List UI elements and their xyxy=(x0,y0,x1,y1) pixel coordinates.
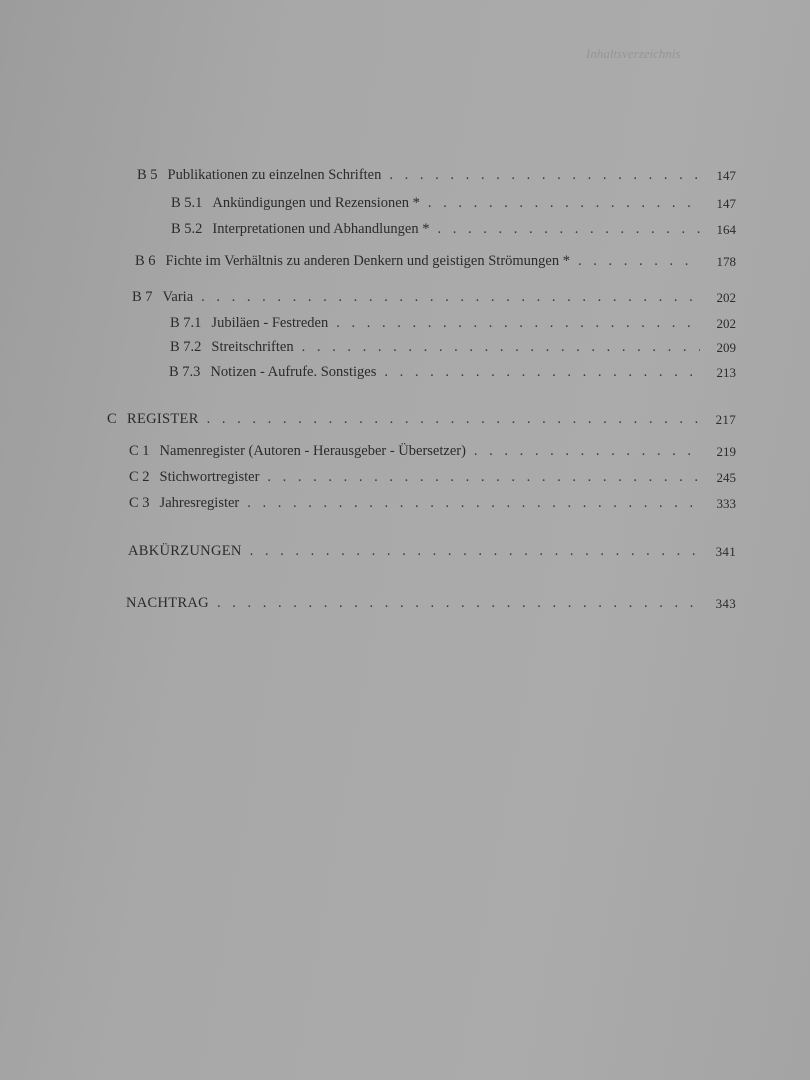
toc-entry xyxy=(129,438,736,460)
entry-code: C 1 xyxy=(129,443,150,459)
entry-page: 147 xyxy=(716,196,736,211)
entry-code: B 5.2 xyxy=(171,221,203,237)
entry-page: 178 xyxy=(716,254,736,269)
entry-code: B 5 xyxy=(137,167,158,183)
toc-entry xyxy=(170,310,736,332)
leader-dots xyxy=(384,364,700,381)
toc-entry xyxy=(116,590,736,612)
entry-title: NACHTRAG xyxy=(126,595,209,611)
entry-title: Varia xyxy=(162,289,194,305)
entry-code: B 5.1 xyxy=(171,195,203,211)
entry-code: B 7 xyxy=(132,289,153,305)
entry-page: 333 xyxy=(716,496,736,511)
entry-title: Jubiläen - Festreden xyxy=(211,315,329,331)
leader-dots xyxy=(201,289,700,306)
leader-dots xyxy=(474,443,700,460)
leader-dots xyxy=(217,595,700,612)
entry-page: 219 xyxy=(716,444,736,459)
entry-page: 209 xyxy=(716,340,736,355)
entry-page: 164 xyxy=(716,222,736,237)
leader-dots xyxy=(437,221,700,238)
toc-entry xyxy=(170,334,736,356)
toc-entry xyxy=(171,190,736,212)
toc-entry xyxy=(171,216,736,238)
entry-page: 245 xyxy=(716,470,736,485)
entry-page: 341 xyxy=(715,544,736,559)
leader-dots xyxy=(389,167,700,184)
toc-entry xyxy=(169,359,736,381)
entry-page: 213 xyxy=(716,365,736,380)
toc-entry xyxy=(129,490,736,512)
toc-entry xyxy=(118,538,736,560)
entry-code: B 7.1 xyxy=(170,315,202,331)
entry-page: 343 xyxy=(715,596,736,611)
leader-dots xyxy=(578,253,700,270)
entry-code: B 7.2 xyxy=(170,339,202,355)
entry-code: B 7.3 xyxy=(169,364,201,380)
entry-title: Publikationen zu einzelnen Schriften xyxy=(167,167,382,183)
entry-page: 202 xyxy=(716,316,736,331)
leader-dots xyxy=(428,195,700,212)
entry-title: Notizen - Aufrufe. Sonstiges xyxy=(210,364,377,380)
entry-code: C 2 xyxy=(129,469,150,485)
leader-dots xyxy=(250,543,700,560)
entry-title: Fichte im Verhältnis zu anderen Denkern und geistigen Strömungen * xyxy=(165,253,570,269)
leader-dots xyxy=(207,411,700,428)
entry-page: 202 xyxy=(716,290,736,305)
entry-title: Streitschriften xyxy=(211,339,294,355)
entry-title: Namenregister (Autoren - Herausgeber - Übersetzer) xyxy=(159,443,466,459)
entry-title: ABKÜRZUNGEN xyxy=(128,543,242,559)
entry-title: REGISTER xyxy=(126,411,199,427)
entry-title: Interpretationen und Abhandlungen * xyxy=(212,221,430,237)
entry-page: 147 xyxy=(716,168,736,183)
running-header: Inhaltsverzeichnis xyxy=(586,46,681,61)
leader-dots xyxy=(336,315,700,332)
leader-dots xyxy=(302,339,700,356)
toc-entry xyxy=(132,284,736,306)
toc-entry xyxy=(137,162,736,184)
toc-entry xyxy=(135,248,736,270)
toc-entry xyxy=(107,406,736,428)
leader-dots xyxy=(267,469,700,486)
entry-code: B 6 xyxy=(135,253,156,269)
entry-title: Stichwortregister xyxy=(159,469,260,485)
entry-title: Ankündigungen und Rezensionen * xyxy=(212,195,420,211)
entry-code: C 3 xyxy=(129,495,150,511)
entry-title: Jahresregister xyxy=(159,495,240,511)
toc-entry xyxy=(129,464,736,486)
entry-page: 217 xyxy=(715,412,736,427)
leader-dots xyxy=(247,495,700,512)
entry-code: C xyxy=(107,411,117,427)
